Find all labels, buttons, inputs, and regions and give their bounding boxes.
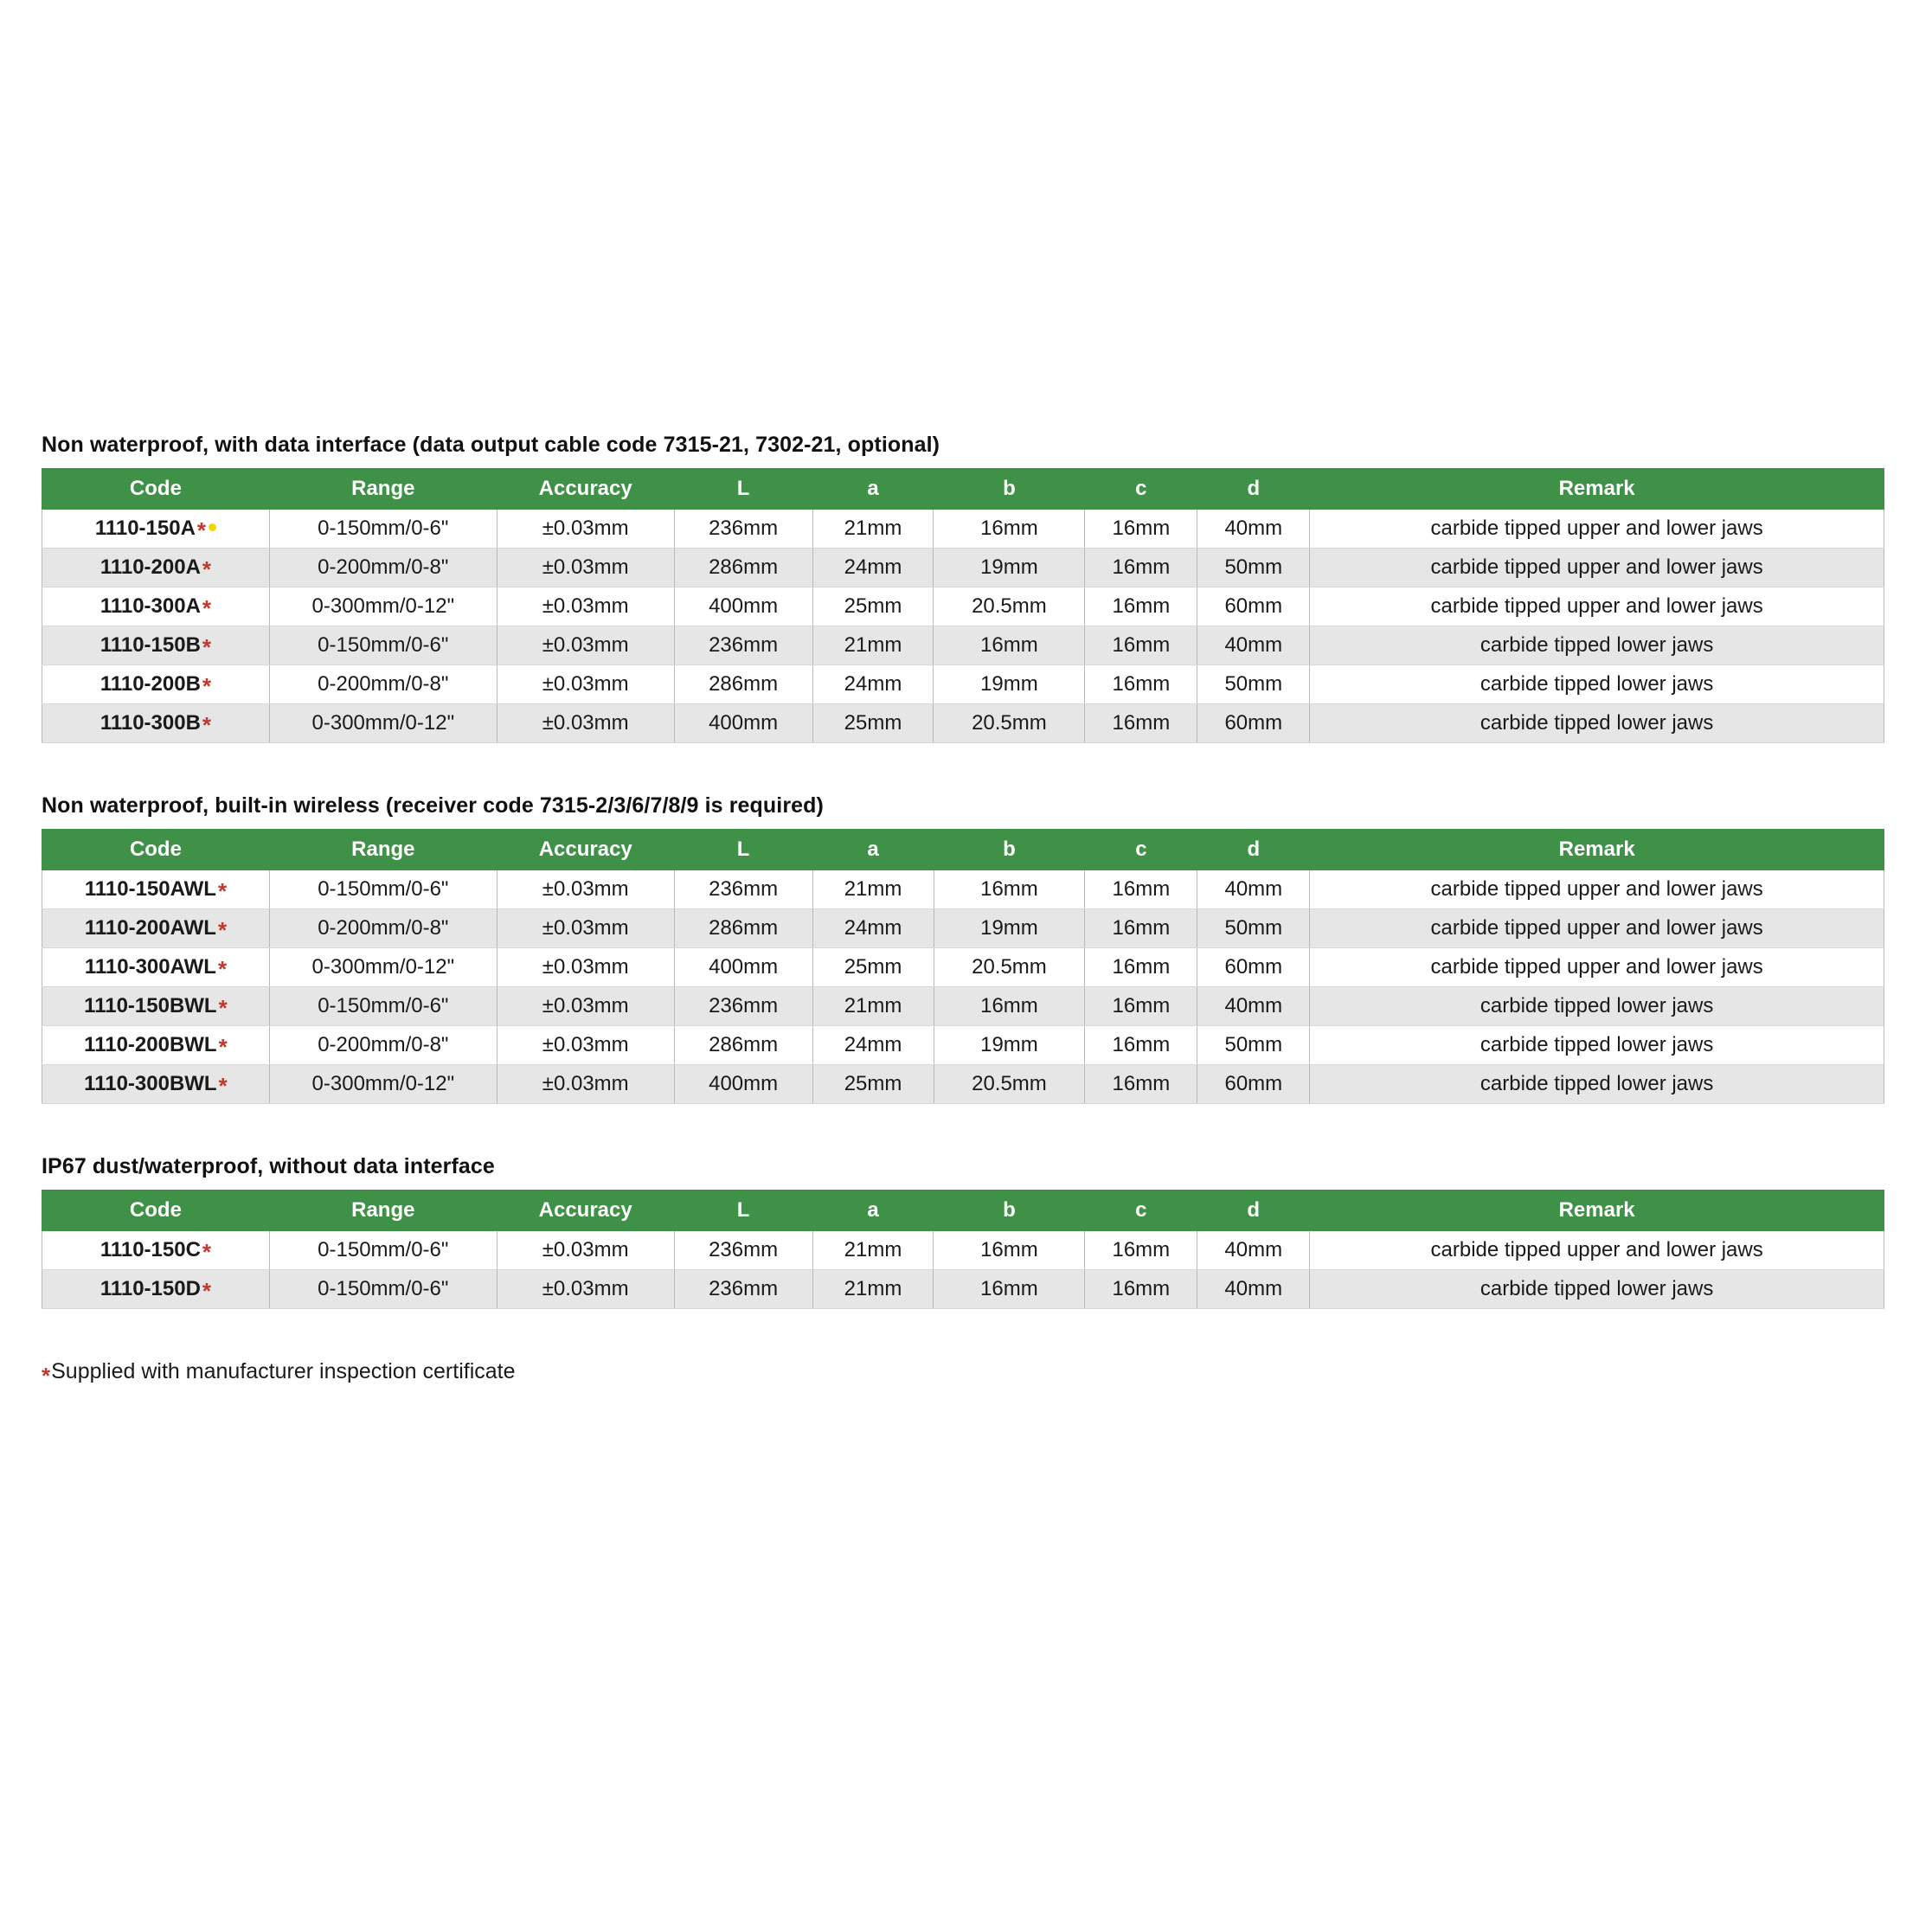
cell-b: 16mm (934, 1270, 1085, 1309)
cell-range: 0-150mm/0-6" (269, 510, 497, 549)
cell-remark: carbide tipped lower jaws (1310, 1026, 1884, 1065)
cell-c: 16mm (1085, 704, 1197, 743)
cell-code (42, 1065, 270, 1104)
cell-remark: carbide tipped upper and lower jaws (1310, 909, 1884, 948)
yellow-dot-icon (209, 523, 216, 531)
cell-remark: carbide tipped lower jaws (1310, 626, 1884, 665)
cell-accuracy: ±0.03mm (497, 587, 674, 626)
cell-c: 16mm (1085, 870, 1197, 909)
cell-b: 16mm (934, 870, 1085, 909)
asterisk-icon: * (202, 1239, 212, 1265)
section-title: IP67 dust/waterproof, without data interface (42, 1154, 495, 1178)
cell-remark: carbide tipped upper and lower jaws (1310, 510, 1884, 549)
column-header-range: Range (269, 469, 497, 510)
cell-l: 286mm (674, 549, 812, 587)
column-header-d: d (1197, 830, 1310, 870)
cell-accuracy: ±0.03mm (497, 1065, 674, 1104)
cell-a: 25mm (812, 948, 934, 987)
column-header-code: Code (42, 469, 270, 510)
cell-code (42, 948, 270, 987)
cell-a: 21mm (812, 870, 934, 909)
asterisk-icon: * (217, 878, 228, 904)
column-header-code: Code (42, 1191, 270, 1231)
table-row (42, 665, 1884, 704)
product-code: 1110-150AWL (84, 877, 216, 901)
section-title: Non waterproof, with data interface (data output cable code 7315-21, 7302-21, optional) (42, 433, 940, 457)
cell-code (42, 1231, 270, 1270)
cell-range: 0-200mm/0-8" (269, 909, 497, 948)
product-code: 1110-200AWL (84, 916, 216, 940)
cell-range: 0-200mm/0-8" (269, 549, 497, 587)
cell-b: 20.5mm (934, 1065, 1085, 1104)
column-header-b: b (934, 1191, 1085, 1231)
cell-b: 19mm (934, 549, 1085, 587)
column-header-l: L (674, 830, 812, 870)
column-header-remark: Remark (1310, 830, 1884, 870)
cell-l: 236mm (674, 1270, 812, 1309)
cell-range: 0-300mm/0-12" (269, 948, 497, 987)
table-row (42, 948, 1884, 987)
column-header-c: c (1085, 830, 1197, 870)
cell-a: 24mm (812, 549, 934, 587)
column-header-range: Range (269, 830, 497, 870)
cell-c: 16mm (1085, 510, 1197, 549)
asterisk-icon: * (217, 956, 228, 982)
cell-d: 60mm (1197, 587, 1310, 626)
spec-table (42, 829, 1884, 1104)
asterisk-icon: * (217, 917, 228, 943)
cell-a: 24mm (812, 909, 934, 948)
product-code: 1110-300AWL (84, 955, 216, 979)
cell-accuracy: ±0.03mm (497, 626, 674, 665)
cell-c: 16mm (1085, 1270, 1197, 1309)
cell-a: 25mm (812, 704, 934, 743)
table-row (42, 1026, 1884, 1065)
cell-code (42, 665, 270, 704)
cell-code (42, 704, 270, 743)
cell-c: 16mm (1085, 909, 1197, 948)
cell-b: 19mm (934, 909, 1085, 948)
cell-d: 50mm (1197, 549, 1310, 587)
table-row (42, 987, 1884, 1026)
cell-range: 0-200mm/0-8" (269, 665, 497, 704)
cell-a: 21mm (812, 1231, 934, 1270)
cell-range: 0-150mm/0-6" (269, 626, 497, 665)
column-header-b: b (934, 830, 1085, 870)
cell-remark: carbide tipped upper and lower jaws (1310, 587, 1884, 626)
spec-section (42, 1154, 1884, 1309)
cell-l: 236mm (674, 987, 812, 1026)
cell-code (42, 1270, 270, 1309)
cell-d: 40mm (1197, 987, 1310, 1026)
table-row (42, 704, 1884, 743)
column-header-a: a (812, 469, 934, 510)
product-code: 1110-200BWL (84, 1033, 217, 1056)
cell-d: 40mm (1197, 870, 1310, 909)
cell-remark: carbide tipped upper and lower jaws (1310, 948, 1884, 987)
product-code: 1110-200B (99, 672, 201, 696)
cell-accuracy: ±0.03mm (497, 549, 674, 587)
cell-d: 40mm (1197, 1270, 1310, 1309)
column-header-code: Code (42, 830, 270, 870)
cell-remark: carbide tipped lower jaws (1310, 1270, 1884, 1309)
section-title: Non waterproof, built-in wireless (receiver code 7315-2/3/6/7/8/9 is required) (42, 793, 824, 818)
spec-section (42, 433, 1884, 743)
cell-c: 16mm (1085, 1231, 1197, 1270)
cell-code (42, 1026, 270, 1065)
column-header-accuracy: Accuracy (497, 469, 674, 510)
cell-code (42, 510, 270, 549)
cell-c: 16mm (1085, 1065, 1197, 1104)
cell-a: 21mm (812, 626, 934, 665)
cell-code (42, 909, 270, 948)
cell-code (42, 549, 270, 587)
cell-l: 286mm (674, 909, 812, 948)
product-code: 1110-200A (99, 555, 201, 579)
table-row (42, 1231, 1884, 1270)
cell-c: 16mm (1085, 549, 1197, 587)
cell-accuracy: ±0.03mm (497, 510, 674, 549)
cell-b: 19mm (934, 1026, 1085, 1065)
cell-range: 0-150mm/0-6" (269, 870, 497, 909)
cell-a: 21mm (812, 510, 934, 549)
asterisk-icon: * (202, 1278, 212, 1304)
cell-b: 16mm (934, 626, 1085, 665)
cell-l: 236mm (674, 626, 812, 665)
spec-table (42, 1190, 1884, 1309)
cell-d: 40mm (1197, 1231, 1310, 1270)
column-header-l: L (674, 1191, 812, 1231)
cell-l: 236mm (674, 1231, 812, 1270)
cell-d: 60mm (1197, 704, 1310, 743)
cell-accuracy: ±0.03mm (497, 909, 674, 948)
cell-range: 0-300mm/0-12" (269, 1065, 497, 1104)
cell-code (42, 987, 270, 1026)
asterisk-icon: * (42, 1363, 51, 1389)
cell-l: 236mm (674, 510, 812, 549)
asterisk-icon: * (196, 517, 207, 543)
cell-d: 50mm (1197, 1026, 1310, 1065)
asterisk-icon: * (218, 995, 228, 1021)
cell-accuracy: ±0.03mm (497, 1231, 674, 1270)
table-row (42, 1065, 1884, 1104)
cell-d: 60mm (1197, 948, 1310, 987)
cell-d: 50mm (1197, 665, 1310, 704)
cell-accuracy: ±0.03mm (497, 948, 674, 987)
footnote (42, 1359, 1884, 1389)
cell-range: 0-300mm/0-12" (269, 587, 497, 626)
cell-l: 400mm (674, 948, 812, 987)
column-header-l: L (674, 469, 812, 510)
cell-c: 16mm (1085, 1026, 1197, 1065)
cell-code (42, 626, 270, 665)
asterisk-icon: * (218, 1034, 228, 1060)
cell-range: 0-150mm/0-6" (269, 1270, 497, 1309)
cell-b: 19mm (934, 665, 1085, 704)
product-code: 1110-300BWL (84, 1072, 217, 1095)
product-code: 1110-150A (94, 517, 196, 540)
cell-remark: carbide tipped lower jaws (1310, 704, 1884, 743)
cell-b: 20.5mm (934, 704, 1085, 743)
sections-container (42, 433, 1884, 1309)
column-header-a: a (812, 1191, 934, 1231)
cell-l: 400mm (674, 704, 812, 743)
table-header-row (42, 469, 1884, 510)
table-row (42, 549, 1884, 587)
footnote-text: Supplied with manufacturer inspection certificate (51, 1359, 516, 1383)
cell-range: 0-200mm/0-8" (269, 1026, 497, 1065)
table-header-row (42, 830, 1884, 870)
product-code: 1110-150C (99, 1238, 201, 1261)
table-row (42, 909, 1884, 948)
cell-code (42, 587, 270, 626)
product-code: 1110-150B (99, 633, 201, 657)
column-header-c: c (1085, 469, 1197, 510)
asterisk-icon: * (202, 673, 212, 699)
column-header-range: Range (269, 1191, 497, 1231)
table-row (42, 870, 1884, 909)
cell-accuracy: ±0.03mm (497, 1026, 674, 1065)
column-header-accuracy: Accuracy (497, 830, 674, 870)
cell-remark: carbide tipped lower jaws (1310, 665, 1884, 704)
column-header-d: d (1197, 469, 1310, 510)
asterisk-icon: * (202, 712, 212, 738)
table-row (42, 587, 1884, 626)
cell-b: 16mm (934, 510, 1085, 549)
spec-section (42, 793, 1884, 1104)
column-header-a: a (812, 830, 934, 870)
spec-tables-page (42, 433, 1884, 1389)
cell-l: 400mm (674, 587, 812, 626)
product-code: 1110-150D (99, 1277, 201, 1300)
cell-range: 0-300mm/0-12" (269, 704, 497, 743)
asterisk-icon: * (202, 634, 212, 660)
cell-accuracy: ±0.03mm (497, 987, 674, 1026)
column-header-remark: Remark (1310, 1191, 1884, 1231)
table-row (42, 1270, 1884, 1309)
cell-l: 236mm (674, 870, 812, 909)
column-header-b: b (934, 469, 1085, 510)
cell-c: 16mm (1085, 626, 1197, 665)
column-header-accuracy: Accuracy (497, 1191, 674, 1231)
cell-code (42, 870, 270, 909)
cell-l: 286mm (674, 665, 812, 704)
cell-accuracy: ±0.03mm (497, 1270, 674, 1309)
cell-a: 24mm (812, 1026, 934, 1065)
cell-remark: carbide tipped upper and lower jaws (1310, 549, 1884, 587)
cell-remark: carbide tipped upper and lower jaws (1310, 870, 1884, 909)
cell-remark: carbide tipped lower jaws (1310, 987, 1884, 1026)
cell-b: 20.5mm (934, 587, 1085, 626)
cell-c: 16mm (1085, 665, 1197, 704)
cell-range: 0-150mm/0-6" (269, 1231, 497, 1270)
product-code: 1110-300B (99, 711, 201, 735)
column-header-d: d (1197, 1191, 1310, 1231)
cell-c: 16mm (1085, 987, 1197, 1026)
cell-d: 40mm (1197, 510, 1310, 549)
cell-accuracy: ±0.03mm (497, 870, 674, 909)
cell-a: 25mm (812, 1065, 934, 1104)
cell-accuracy: ±0.03mm (497, 665, 674, 704)
product-code: 1110-150BWL (84, 994, 217, 1017)
asterisk-icon: * (218, 1073, 228, 1099)
cell-c: 16mm (1085, 587, 1197, 626)
table-header-row (42, 1191, 1884, 1231)
cell-b: 16mm (934, 987, 1085, 1026)
table-row (42, 510, 1884, 549)
cell-d: 60mm (1197, 1065, 1310, 1104)
cell-a: 21mm (812, 987, 934, 1026)
cell-l: 286mm (674, 1026, 812, 1065)
asterisk-icon: * (202, 595, 212, 621)
cell-a: 24mm (812, 665, 934, 704)
product-code: 1110-300A (99, 594, 201, 618)
table-row (42, 626, 1884, 665)
cell-a: 25mm (812, 587, 934, 626)
cell-remark: carbide tipped upper and lower jaws (1310, 1231, 1884, 1270)
cell-d: 50mm (1197, 909, 1310, 948)
cell-a: 21mm (812, 1270, 934, 1309)
cell-b: 20.5mm (934, 948, 1085, 987)
cell-b: 16mm (934, 1231, 1085, 1270)
cell-d: 40mm (1197, 626, 1310, 665)
asterisk-icon: * (202, 556, 212, 582)
cell-range: 0-150mm/0-6" (269, 987, 497, 1026)
cell-remark: carbide tipped lower jaws (1310, 1065, 1884, 1104)
cell-c: 16mm (1085, 948, 1197, 987)
cell-accuracy: ±0.03mm (497, 704, 674, 743)
column-header-remark: Remark (1310, 469, 1884, 510)
cell-l: 400mm (674, 1065, 812, 1104)
column-header-c: c (1085, 1191, 1197, 1231)
spec-table (42, 468, 1884, 743)
